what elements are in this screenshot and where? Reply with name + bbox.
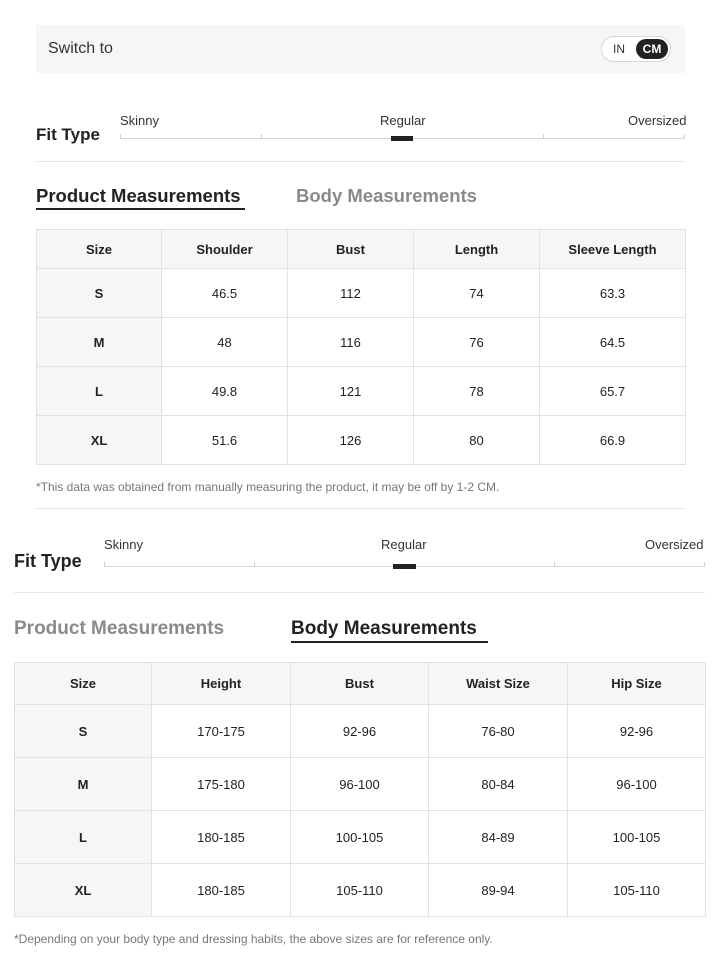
fit-option-oversized: Oversized xyxy=(628,113,687,128)
table-cell: 112 xyxy=(288,269,414,318)
fit-scale-tick xyxy=(704,562,705,567)
column-header: Sleeve Length xyxy=(540,230,686,269)
fit-type-section-body xyxy=(0,520,720,580)
table-cell: 92-96 xyxy=(291,705,429,758)
table-cell: 89-94 xyxy=(429,864,568,917)
column-header: Bust xyxy=(291,663,429,705)
table-cell: 76 xyxy=(414,318,540,367)
table-cell: 116 xyxy=(288,318,414,367)
table-cell: 170-175 xyxy=(152,705,291,758)
table-cell: 84-89 xyxy=(429,811,568,864)
table-cell: 51.6 xyxy=(162,416,288,465)
table-cell: 64.5 xyxy=(540,318,686,367)
table-row xyxy=(15,758,706,811)
divider xyxy=(14,592,705,593)
size-cell: M xyxy=(37,318,162,367)
table-cell: 74 xyxy=(414,269,540,318)
fit-option-skinny: Skinny xyxy=(120,113,160,128)
table-row xyxy=(37,269,686,318)
table-cell: 121 xyxy=(288,367,414,416)
tab-body-measurements[interactable]: Body Measurements xyxy=(291,618,477,639)
fit-scale-tick xyxy=(554,562,555,567)
product-measurement-note: *This data was obtained from manually measuring the product, it may be off by 1-2 CM. xyxy=(36,480,500,494)
table-cell: 105-110 xyxy=(291,864,429,917)
fit-scale-tick xyxy=(261,134,262,139)
size-cell: M xyxy=(15,758,152,811)
fit-scale-tick xyxy=(543,134,544,139)
table-cell: 48 xyxy=(162,318,288,367)
fit-option-oversized: Oversized xyxy=(645,537,704,552)
fit-type-title: Fit Type xyxy=(14,551,82,571)
table-cell: 96-100 xyxy=(568,758,706,811)
fit-scale-tick xyxy=(120,134,121,139)
table-cell: 63.3 xyxy=(540,269,686,318)
table-row xyxy=(37,367,686,416)
tab-body-measurements[interactable]: Body Measurements xyxy=(296,185,477,206)
table-row xyxy=(15,811,706,864)
table-cell: 46.5 xyxy=(162,269,288,318)
table-cell: 96-100 xyxy=(291,758,429,811)
active-tab-underline xyxy=(36,208,245,210)
table-cell: 76-80 xyxy=(429,705,568,758)
table-row xyxy=(37,416,686,465)
size-cell: S xyxy=(37,269,162,318)
table-cell: 80 xyxy=(414,416,540,465)
table-header-row xyxy=(37,230,686,269)
table-row xyxy=(15,864,706,917)
table-header-row xyxy=(15,663,706,705)
size-cell: S xyxy=(15,705,152,758)
column-header: Waist Size xyxy=(429,663,568,705)
table-cell: 65.7 xyxy=(540,367,686,416)
unit-cm-option[interactable]: CM xyxy=(636,39,668,59)
table-cell: 100-105 xyxy=(291,811,429,864)
table-cell: 175-180 xyxy=(152,758,291,811)
table-cell: 80-84 xyxy=(429,758,568,811)
column-header: Length xyxy=(414,230,540,269)
table-row xyxy=(15,705,706,758)
column-header: Bust xyxy=(288,230,414,269)
size-cell: XL xyxy=(37,416,162,465)
divider xyxy=(36,508,685,509)
fit-type-title: Fit Type xyxy=(36,125,100,144)
size-cell: L xyxy=(37,367,162,416)
size-cell: L xyxy=(15,811,152,864)
body-measurements-table xyxy=(14,662,706,917)
active-tab-underline xyxy=(291,641,488,643)
column-header: Shoulder xyxy=(162,230,288,269)
table-cell: 100-105 xyxy=(568,811,706,864)
table-cell: 126 xyxy=(288,416,414,465)
table-row xyxy=(37,318,686,367)
fit-selected-marker xyxy=(393,564,416,569)
fit-selected-marker xyxy=(391,136,413,141)
column-header: Height xyxy=(152,663,291,705)
table-cell: 78 xyxy=(414,367,540,416)
divider xyxy=(36,161,685,162)
table-cell: 180-185 xyxy=(152,864,291,917)
switch-label: Switch to xyxy=(48,40,113,57)
fit-option-regular: Regular xyxy=(381,537,427,552)
table-cell: 180-185 xyxy=(152,811,291,864)
table-cell: 49.8 xyxy=(162,367,288,416)
table-cell: 92-96 xyxy=(568,705,706,758)
fit-scale-tick xyxy=(254,562,255,567)
tab-product-measurements[interactable]: Product Measurements xyxy=(14,618,225,639)
fit-scale-tick xyxy=(104,562,105,567)
product-measurements-table xyxy=(36,229,686,465)
fit-option-skinny: Skinny xyxy=(104,537,144,552)
column-header: Size xyxy=(15,663,152,705)
fit-scale-tick xyxy=(684,134,685,139)
fit-option-regular: Regular xyxy=(380,113,426,128)
fit-type-section-product xyxy=(0,0,720,160)
column-header: Size xyxy=(37,230,162,269)
body-measurement-note: *Depending on your body type and dressing habits, the above sizes are for reference only. xyxy=(14,932,493,946)
table-cell: 66.9 xyxy=(540,416,686,465)
table-cell: 105-110 xyxy=(568,864,706,917)
unit-in-option[interactable]: IN xyxy=(613,42,625,56)
column-header: Hip Size xyxy=(568,663,706,705)
size-cell: XL xyxy=(15,864,152,917)
tab-product-measurements[interactable]: Product Measurements xyxy=(36,185,241,206)
